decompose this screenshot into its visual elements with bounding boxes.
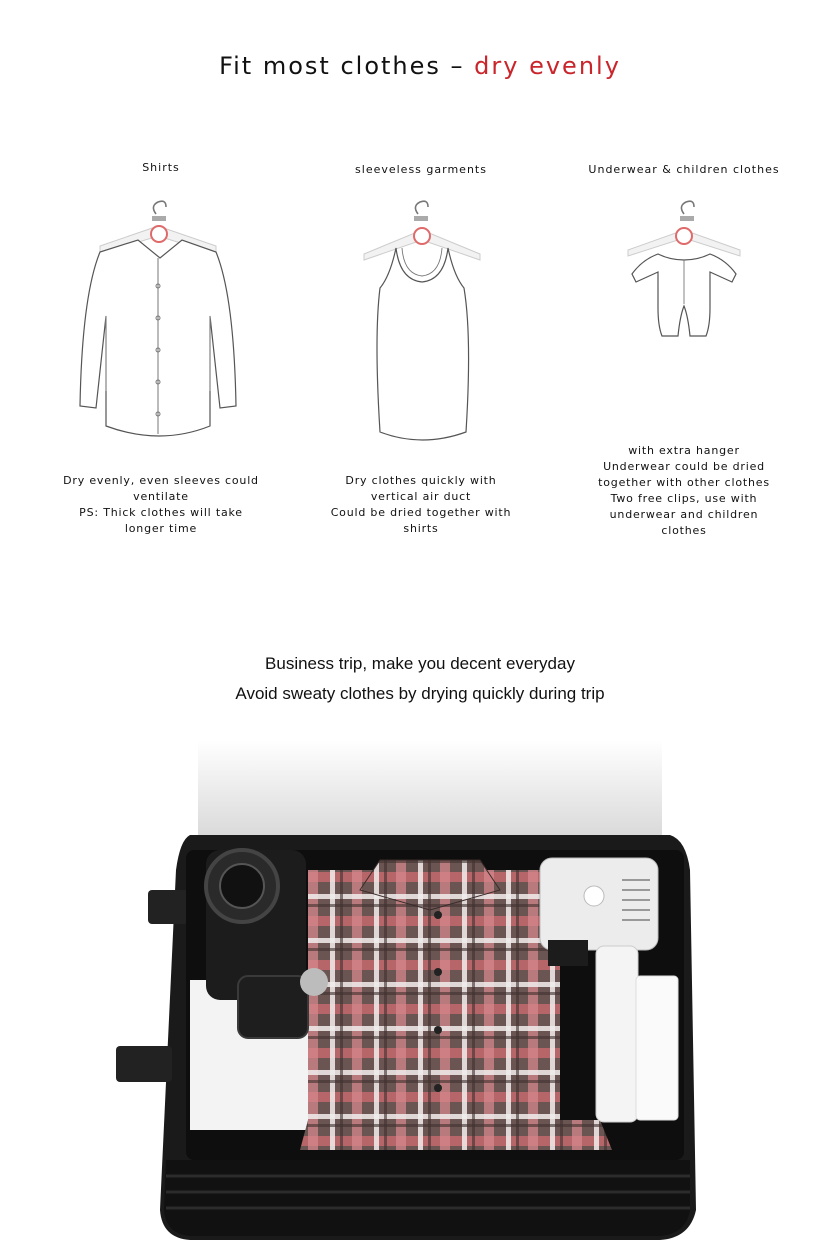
- business-trip-headline: Business trip, make you decent everyday: [265, 654, 575, 673]
- shirts-desc-line: PS: Thick clothes will take: [79, 506, 243, 519]
- shirt-illustration: [70, 196, 250, 444]
- sleeveless-desc-line: vertical air duct: [370, 490, 472, 503]
- underwear-desc-line: Two free clips, use with: [610, 492, 758, 505]
- sleeveless-desc-line: Could be dried together with: [330, 506, 512, 519]
- sleeveless-desc-line: Dry clothes quickly with: [345, 474, 497, 487]
- underwear-desc-line: together with other clothes: [598, 476, 770, 489]
- page-title: [0, 52, 840, 80]
- shirts-heading: Shirts: [142, 161, 180, 174]
- sleeveless-illustration: [356, 196, 486, 446]
- suitcase-photo: [0, 740, 840, 1248]
- title-accent: dry evenly: [474, 52, 621, 80]
- underwear-desc-line: underwear and children: [609, 508, 759, 521]
- underwear-desc-line: clothes: [661, 524, 707, 537]
- sleeveless-desc-line: shirts: [403, 522, 439, 535]
- sleeveless-heading: sleeveless garments: [355, 163, 487, 176]
- shirts-desc-line: Dry evenly, even sleeves could: [63, 474, 259, 487]
- shirts-description: [36, 473, 286, 537]
- baby-clothes-illustration: [622, 196, 746, 344]
- shirts-desc-line: ventilate: [133, 490, 189, 503]
- shirts-desc-line: longer time: [124, 522, 198, 535]
- underwear-desc-line: Underwear could be dried: [603, 460, 765, 473]
- title-main: Fit most clothes –: [219, 52, 475, 80]
- underwear-heading: Underwear & children clothes: [588, 163, 780, 176]
- sleeveless-description: [296, 473, 546, 537]
- business-trip-subline: Avoid sweaty clothes by drying quickly during trip: [235, 684, 605, 703]
- underwear-desc-line: with extra hanger: [628, 444, 740, 457]
- underwear-description: [559, 443, 809, 539]
